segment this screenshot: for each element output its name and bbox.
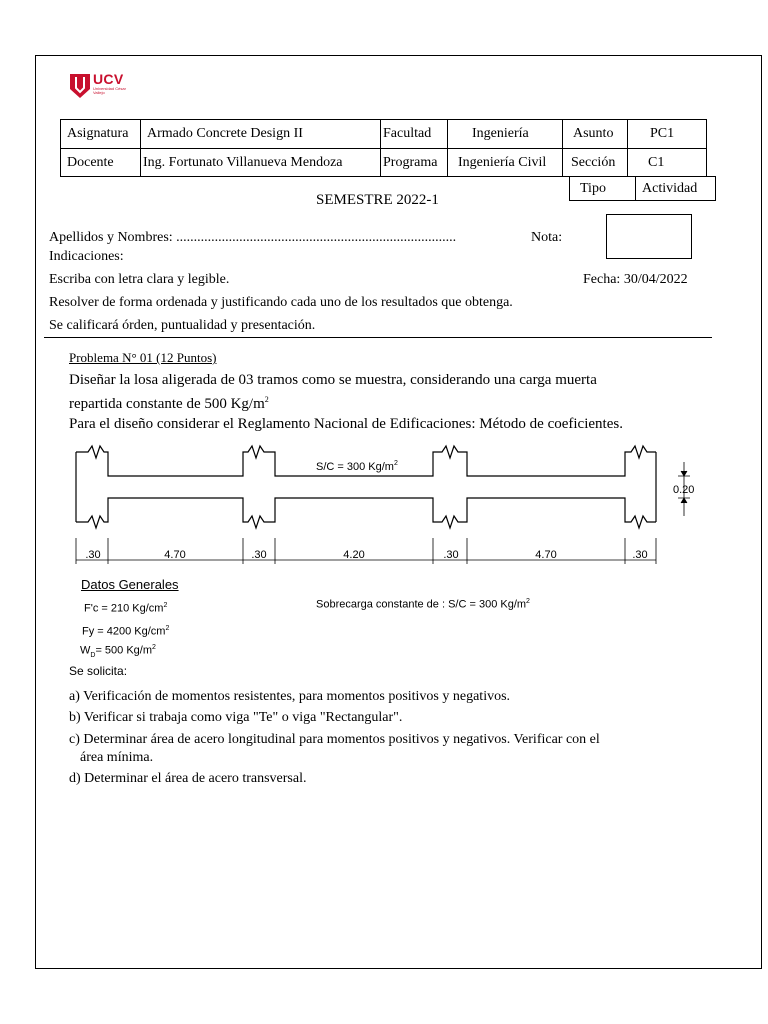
datos-wd-w: W <box>80 644 91 657</box>
dim-label-7: .30 <box>632 549 648 561</box>
asignatura-value: Armado Concrete Design II <box>141 120 381 149</box>
tipo-table <box>569 176 716 201</box>
thickness-arrow-bottom <box>681 498 687 503</box>
problema-text-1: Diseñar la losa aligerada de 03 tramos como se muestra, considerando una carga muerta <box>69 372 597 388</box>
dim-label-5: .30 <box>443 549 459 561</box>
datos-fc-text: F'c = 210 Kg/cm <box>84 602 164 615</box>
datos-fy-text: Fy = 4200 Kg/cm <box>82 625 166 638</box>
solicita-d: d) Determinar el área de acero transversal. <box>69 771 307 786</box>
section-divider <box>44 337 712 338</box>
fecha: Fecha: 30/04/2022 <box>583 272 688 287</box>
thickness-label: 0.20 <box>673 484 695 496</box>
load-label-sup: 2 <box>393 460 398 467</box>
solicita-b: b) Verificar si trabaja como viga "Te" o viga "Rectangular". <box>69 710 403 725</box>
logo-subtitle: Universidad César Vallejo <box>93 86 126 95</box>
solicita-title: Se solicita: <box>69 664 128 678</box>
seccion-value: C1 <box>628 149 707 177</box>
facultad-value: Ingeniería <box>448 120 563 149</box>
logo-name: UCV <box>93 71 124 87</box>
dim-label-1: .30 <box>85 549 101 561</box>
dim-label-6: 4.70 <box>535 549 557 561</box>
header-table <box>60 119 707 177</box>
datos-sobrecarga <box>316 598 530 611</box>
semestre-title: SEMESTRE 2022-1 <box>316 192 439 208</box>
solicita-c2: área mínima. <box>80 750 154 765</box>
problema-text-2-sup: 2 <box>264 395 269 404</box>
asunto-value: PC1 <box>628 120 707 149</box>
dim-label-4: 4.20 <box>343 549 365 561</box>
losa-diagram <box>60 440 700 570</box>
datos-fy <box>82 625 169 638</box>
datos-wd-sub: D <box>90 651 96 659</box>
seccion-label: Sección <box>563 149 628 177</box>
asunto-label: Asunto <box>563 120 628 149</box>
problema-title: Problema N° 01 (12 Puntos) <box>69 350 217 365</box>
nota-label: Nota: <box>531 230 563 245</box>
tipo-value: Actividad <box>636 177 716 201</box>
programa-value: Ingeniería Civil <box>448 149 563 177</box>
datos-fy-sup: 2 <box>165 625 170 632</box>
student-names-label: Apellidos y Nombres: ................................................................................ <box>49 230 457 245</box>
datos-wd <box>80 644 156 659</box>
datos-title: Datos Generales <box>81 577 179 592</box>
load-label-text: S/C = 300 Kg/m <box>316 461 394 473</box>
asignatura-label: Asignatura <box>61 120 141 149</box>
ucv-logo <box>70 71 130 98</box>
indicacion-2: Resolver de forma ordenada y justificando cada uno de los resultados que obtenga. <box>49 295 513 310</box>
indicaciones-title: Indicaciones: <box>49 249 124 264</box>
datos-wd-sup: 2 <box>152 644 156 651</box>
dim-label-3: .30 <box>251 549 267 561</box>
solicita-c1: c) Determinar área de acero longitudinal para momentos positivos y negativos. Verificar con el <box>69 732 600 747</box>
programa-label: Programa <box>381 149 448 177</box>
ucv-shield-icon <box>70 74 90 98</box>
datos-sobrecarga-text: Sobrecarga constante de : S/C = 300 Kg/m <box>316 598 527 611</box>
facultad-label: Facultad <box>381 120 448 149</box>
slab-bottom-outline <box>76 498 656 528</box>
problema-text-2-main: repartida constante de 500 Kg/m <box>69 396 265 412</box>
problema-text-2 <box>69 395 269 413</box>
load-label <box>316 460 398 473</box>
tipo-label: Tipo <box>570 177 636 201</box>
solicita-a: a) Verificación de momentos resistentes, para momentos positivos y negativos. <box>69 689 511 704</box>
problema-text-3: Para el diseño considerar el Reglamento Nacional de Edificaciones: Método de coeficientes. <box>69 416 623 432</box>
thickness-arrow-top <box>681 471 687 476</box>
datos-sobrecarga-sup: 2 <box>526 598 530 605</box>
docente-value: Ing. Fortunato Villanueva Mendoza <box>141 149 381 177</box>
dim-label-2: 4.70 <box>164 549 186 561</box>
indicacion-3: Se calificará órden, puntualidad y presentación. <box>49 318 316 333</box>
nota-box <box>606 214 692 259</box>
datos-fc <box>84 602 167 615</box>
datos-fc-sup: 2 <box>163 602 168 609</box>
datos-wd-rest: = 500 Kg/m <box>95 644 153 657</box>
docente-label: Docente <box>61 149 141 177</box>
indicacion-1: Escriba con letra clara y legible. <box>49 272 230 287</box>
